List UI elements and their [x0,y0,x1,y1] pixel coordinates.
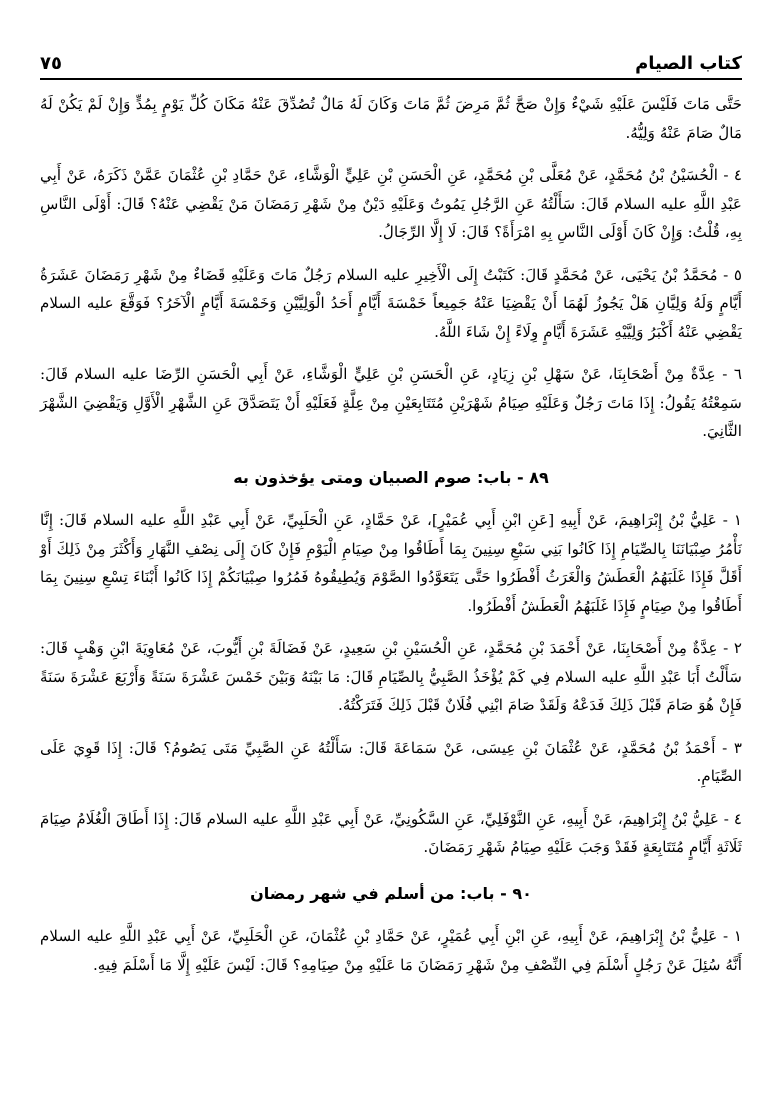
page-number: ٧٥ [40,53,62,74]
hadith-paragraph: ٤ - الْحُسَيْنُ بْنُ مُحَمَّدٍ، عَنْ مُعَلَّى بْنِ مُحَمَّدٍ، عَنِ الْحَسَنِ بْنِ عَلِيٍّ الْوَشَّاءِ، عَنْ حَمَّادِ بْنِ عُثْمَانَ عَمَّنْ ذَكَرَهُ، عَنْ أَبِي عَبْدِ اللَّهِ عليه السلام قَالَ: سَأَلْتُهُ عَنِ الرَّجُلِ يَمُوتُ وَعَلَيْهِ دَيْنٌ مِنْ شَهْرِ رَمَضَانَ مَنْ يَقْضِي عَنْهُ؟ قَالَ: أَوْلَى النَّاسِ بِهِ، قُلْتُ: وَإِنْ كَانَ أَوْلَى النَّاسِ بِهِ امْرَأَةً؟ قَالَ: لَا إِلَّا الرِّجَالُ. [40,166,742,241]
hadith-paragraph: ٤ - عَلِيُّ بْنُ إِبْرَاهِيمَ، عَنْ أَبِيهِ، عَنِ النَّوْفَلِيِّ، عَنِ السَّكُونِيِّ، عَنْ أَبِي عَبْدِ اللَّهِ عليه السلام قَالَ: إِذَا أَطَاقَ الْغُلَامُ صِيَامَ ثَلَاثَةِ أَيَّامٍ مُتَتَابِعَةٍ فَقَدْ وَجَبَ عَلَيْهِ صِيَامُ شَهْرِ رَمَضَانَ. [40,809,742,856]
paragraph-continuation: حَتَّى مَاتَ فَلَيْسَ عَلَيْهِ شَيْءٌ وَإِنْ صَحَّ ثُمَّ مَرِضَ ثُمَّ مَاتَ وَكَانَ لَهُ مَالٌ تُصُدِّقَ عَنْهُ مَكَانَ كُلِّ يَوْمٍ بِمُدٍّ وَإِنْ لَمْ يَكُنْ لَهُ مَالٌ صَامَ عَنْهُ وَلِيُّهُ. [40,95,742,142]
hadith-paragraph: ٦ - عِدَّةٌ مِنْ أَصْحَابِنَا، عَنْ سَهْلِ بْنِ زِيَادٍ، عَنِ الْحَسَنِ بْنِ عَلِيٍّ الْوَشَّاءِ، عَنْ أَبِي الْحَسَنِ الرِّضَا عليه السلام قَالَ: سَمِعْتُهُ يَقُولُ: إِذَا مَاتَ رَجُلٌ وَعَلَيْهِ صِيَامُ شَهْرَيْنِ مُتَتَابِعَيْنِ مِنْ عِلَّةٍ فَعَلَيْهِ أَنْ يَتَصَدَّقَ عَنِ الشَّهْرِ الْأَوَّلِ وَيَقْضِيَ الشَّهْرَ الثَّانِيَ. [40,365,742,440]
hadith-paragraph: ٥ - مُحَمَّدُ بْنُ يَحْيَى، عَنْ مُحَمَّدٍ قَالَ: كَتَبْتُ إِلَى الْأَخِيرِ عليه السلام رَجُلٌ مَاتَ وَعَلَيْهِ قَضَاءٌ مِنْ شَهْرِ رَمَضَانَ عَشَرَةُ أَيَّامٍ وَلَهُ وَلِيَّانِ هَلْ يَجُوزُ لَهُمَا أَنْ يَقْضِيَا عَنْهُ جَمِيعاً خَمْسَةَ أَيَّامٍ أَحَدُ الْوَلِيَّيْنِ وَخَمْسَةَ أَيَّامٍ الْآخَرُ؟ فَوَقَّعَ عليه السلام يَقْضِي عَنْهُ أَكْبَرُ وَلِيَّيْهِ عَشَرَةَ أَيَّامٍ وِلَاءً إِنْ شَاءَ اللَّهُ. [40,265,742,341]
chapter-heading: ٨٩ - باب: صوم الصبيان ومتى يؤخذون به [233,467,549,487]
page-header [40,42,742,80]
book-title: كتاب الصيام [635,53,742,74]
page-content [40,90,742,993]
hadith-paragraph: ١ - عَلِيُّ بْنُ إِبْرَاهِيمَ، عَنْ أَبِيهِ، عَنِ ابْنِ أَبِي عُمَيْرٍ، عَنْ حَمَّادِ بْنِ عُثْمَانَ، عَنِ الْحَلَبِيِّ، عَنْ أَبِي عَبْدِ اللَّهِ عليه السلام أَنَّهُ سُئِلَ عَنْ رَجُلٍ أَسْلَمَ فِي النِّصْفِ مِنْ شَهْرِ رَمَضَانَ مَا عَلَيْهِ مِنْ صِيَامِهِ؟ قَالَ: لَيْسَ عَلَيْهِ إِلَّا مَا أَسْلَمَ فِيهِ. [40,927,742,974]
hadith-paragraph: ٢ - عِدَّةٌ مِنْ أَصْحَابِنَا، عَنْ أَحْمَدَ بْنِ مُحَمَّدٍ، عَنِ الْحُسَيْنِ بْنِ سَعِيدٍ، عَنْ فَضَالَةَ بْنِ أَيُّوبَ، عَنْ مُعَاوِيَةَ ابْنِ وَهْبٍ قَالَ: سَأَلْتُ أَبَا عَبْدِ اللَّهِ عليه السلام فِي كَمْ يُؤْخَذُ الصَّبِيُّ بِالصِّيَامِ قَالَ: مَا بَيْنَهُ وَبَيْنَ خَمْسَ عَشْرَةَ سَنَةً وَأَرْبَعَ عَشْرَةَ سَنَةً فَإِنْ هُوَ صَامَ قَبْلَ ذَلِكَ فَدَعْهُ وَلَقَدْ صَامَ ابْنِي فُلَانٌ قَبْلَ ذَلِكَ فَتَرَكْتُهُ. [40,639,742,714]
hadith-paragraph: ١ - عَلِيُّ بْنُ إِبْرَاهِيمَ، عَنْ أَبِيهِ [عَنِ ابْنِ أَبِي عُمَيْرٍ]، عَنْ حَمَّادٍ، عَنِ الْحَلَبِيِّ، عَنْ أَبِي عَبْدِ اللَّهِ عليه السلام قَالَ: إِنَّا نَأْمُرُ صِبْيَانَنَا بِالصِّيَامِ إِذَا كَانُوا بَنِي سَبْعِ سِنِينَ بِمَا أَطَاقُوا مِنْ صِيَامِ الْيَوْمِ فَإِنْ كَانَ إِلَى نِصْفِ النَّهَارِ وَأَكْثَرَ مِنْ ذَلِكَ أَوْ أَقَلَّ فَإِذَا غَلَبَهُمُ الْعَطَشُ وَالْغَرَثُ أَفْطَرُوا حَتَّى يَتَعَوَّدُوا الصَّوْمَ وَيُطِيقُوهُ فَمُرُوا صِبْيَانَكُمْ إِذَا كَانُوا أَبْنَاءَ تِسْعِ سِنِينَ بِمَا أَطَاقُوا مِنْ صِيَامٍ فَإِذَا غَلَبَهُمُ الْعَطَشُ أَفْطَرُوا. [40,511,742,615]
hadith-paragraph: ٣ - أَحْمَدُ بْنُ مُحَمَّدٍ، عَنْ عُثْمَانَ بْنِ عِيسَى، عَنْ سَمَاعَةَ قَالَ: سَأَلْتُهُ عَنِ الصَّبِيِّ مَتَى يَصُومُ؟ قَالَ: إِذَا قَوِيَ عَلَى الصِّيَامِ. [40,738,742,785]
chapter-heading: ٩٠ - باب: من أسلم في شهر رمضان [250,883,532,903]
